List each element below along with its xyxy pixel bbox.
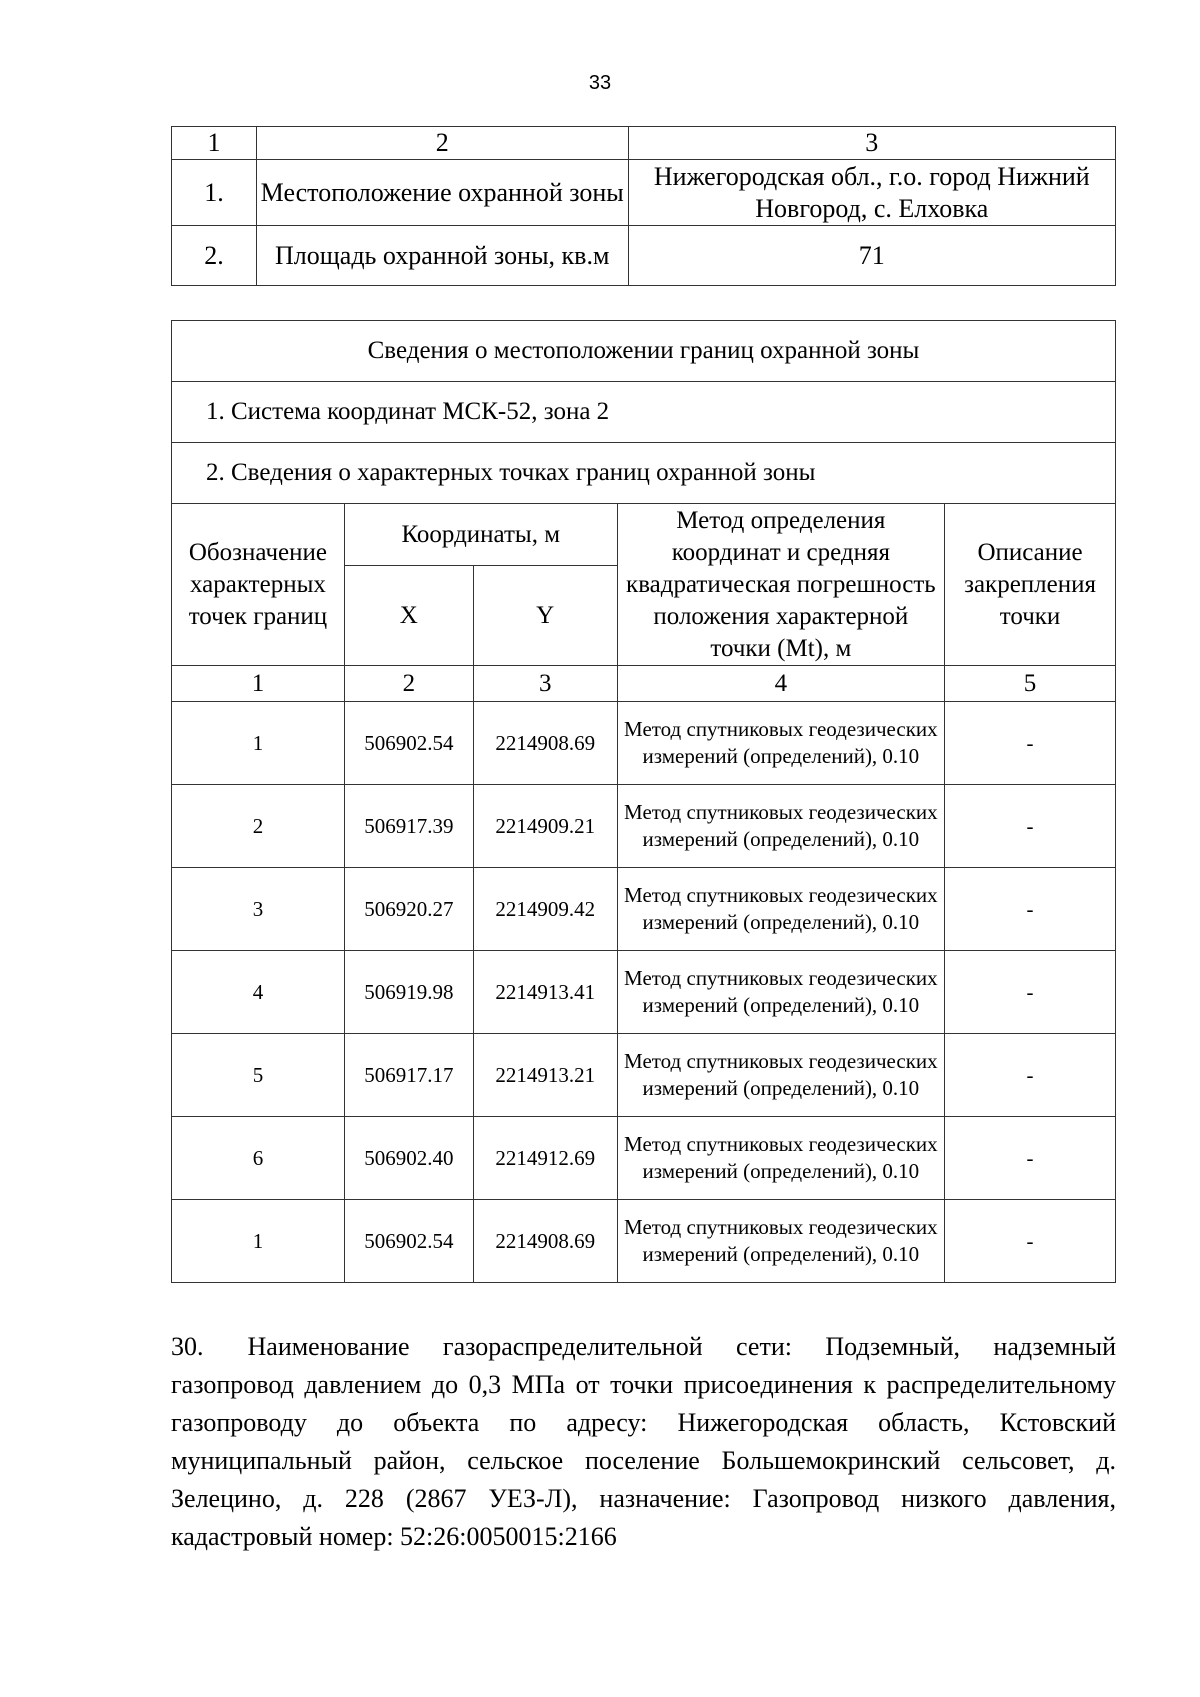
column-number: 3 bbox=[473, 666, 617, 702]
column-number: 4 bbox=[617, 666, 944, 702]
header-coordinates: Координаты, м bbox=[344, 504, 617, 566]
point-description: - bbox=[945, 951, 1116, 1034]
boundary-table-heading: Сведения о местоположении границ охранной зоны bbox=[172, 321, 1116, 382]
point-method: Метод спутниковых геодезических измерений (определений), 0.10 bbox=[617, 1117, 944, 1200]
point-method: Метод спутниковых геодезических измерений (определений), 0.10 bbox=[617, 1034, 944, 1117]
row-number: 2. bbox=[172, 226, 257, 286]
summary-col-number: 2 bbox=[256, 127, 628, 160]
point-method: Метод спутниковых геодезических измерений (определений), 0.10 bbox=[617, 951, 944, 1034]
table-row bbox=[172, 951, 1116, 1034]
table-row bbox=[172, 702, 1116, 785]
summary-row-area bbox=[172, 226, 1116, 286]
table-row bbox=[172, 1200, 1116, 1283]
point-description: - bbox=[945, 702, 1116, 785]
summary-table bbox=[171, 126, 1116, 286]
row-label: Местоположение охранной зоны bbox=[256, 160, 628, 226]
point-method: Метод спутниковых геодезических измерений (определений), 0.10 bbox=[617, 785, 944, 868]
point-description: - bbox=[945, 868, 1116, 951]
point-description: - bbox=[945, 1200, 1116, 1283]
header-description: Описание закрепления точки bbox=[945, 504, 1116, 666]
point-x: 506917.39 bbox=[344, 785, 473, 868]
point-y: 2214913.41 bbox=[473, 951, 617, 1034]
column-numbers-row bbox=[172, 666, 1116, 702]
point-y: 2214913.21 bbox=[473, 1034, 617, 1117]
point-x: 506919.98 bbox=[344, 951, 473, 1034]
point-designation: 1 bbox=[172, 702, 345, 785]
point-method: Метод спутниковых геодезических измерений (определений), 0.10 bbox=[617, 868, 944, 951]
point-y: 2214912.69 bbox=[473, 1117, 617, 1200]
point-y: 2214908.69 bbox=[473, 1200, 617, 1283]
point-designation: 4 bbox=[172, 951, 345, 1034]
paragraph-text: Наименование газораспределительной сети: Подземный, надземный газопровод давлением до 0,3 МПа от точки присоединения к распределительному газопроводу до объекта по адресу: Нижегородская область, Кстовский муниципальный район, сельское поселение Большемокринский сельсовет, д. Зелецино, д. 228 (2867 УЕЗ-Л), назначение: Газопровод низкого давления, кадастровый номер: 52:26:0050015:2166 bbox=[171, 1332, 1116, 1551]
header-designation: Обозначение характерных точек границ bbox=[172, 504, 345, 666]
paragraph-number: 30. bbox=[171, 1332, 204, 1361]
row-value: 71 bbox=[628, 226, 1115, 286]
point-method: Метод спутниковых геодезических измерений (определений), 0.10 bbox=[617, 702, 944, 785]
table-row bbox=[172, 1117, 1116, 1200]
point-method: Метод спутниковых геодезических измерений (определений), 0.10 bbox=[617, 1200, 944, 1283]
table-row bbox=[172, 1034, 1116, 1117]
point-designation: 5 bbox=[172, 1034, 345, 1117]
summary-col-number: 1 bbox=[172, 127, 257, 160]
table-row bbox=[172, 868, 1116, 951]
row-value: Нижегородская обл., г.о. город Нижний Новгород, с. Елховка bbox=[628, 160, 1115, 226]
row-number: 1. bbox=[172, 160, 257, 226]
header-x: X bbox=[344, 566, 473, 666]
point-description: - bbox=[945, 1117, 1116, 1200]
summary-col-number: 3 bbox=[628, 127, 1115, 160]
point-designation: 3 bbox=[172, 868, 345, 951]
column-number: 1 bbox=[172, 666, 345, 702]
summary-row-location bbox=[172, 160, 1116, 226]
point-x: 506902.54 bbox=[344, 702, 473, 785]
point-y: 2214909.42 bbox=[473, 868, 617, 951]
points-heading: 2. Сведения о характерных точках границ охранной зоны bbox=[172, 443, 1116, 504]
table-row bbox=[172, 785, 1116, 868]
header-y: Y bbox=[473, 566, 617, 666]
point-description: - bbox=[945, 785, 1116, 868]
point-y: 2214908.69 bbox=[473, 702, 617, 785]
point-x: 506917.17 bbox=[344, 1034, 473, 1117]
point-description: - bbox=[945, 1034, 1116, 1117]
point-x: 506920.27 bbox=[344, 868, 473, 951]
section-paragraph bbox=[171, 1328, 1116, 1556]
header-method: Метод определения координат и средняя квадратическая погрешность положения характерной точки (Mt), м bbox=[617, 504, 944, 666]
point-designation: 1 bbox=[172, 1200, 345, 1283]
column-number: 5 bbox=[945, 666, 1116, 702]
point-y: 2214909.21 bbox=[473, 785, 617, 868]
row-label: Площадь охранной зоны, кв.м bbox=[256, 226, 628, 286]
coordinate-system: 1. Система координат МСК-52, зона 2 bbox=[172, 382, 1116, 443]
column-number: 2 bbox=[344, 666, 473, 702]
point-designation: 6 bbox=[172, 1117, 345, 1200]
point-x: 506902.54 bbox=[344, 1200, 473, 1283]
boundary-table bbox=[171, 320, 1116, 1283]
point-designation: 2 bbox=[172, 785, 345, 868]
summary-header-row bbox=[172, 127, 1116, 160]
point-x: 506902.40 bbox=[344, 1117, 473, 1200]
page-number: 33 bbox=[588, 72, 612, 94]
